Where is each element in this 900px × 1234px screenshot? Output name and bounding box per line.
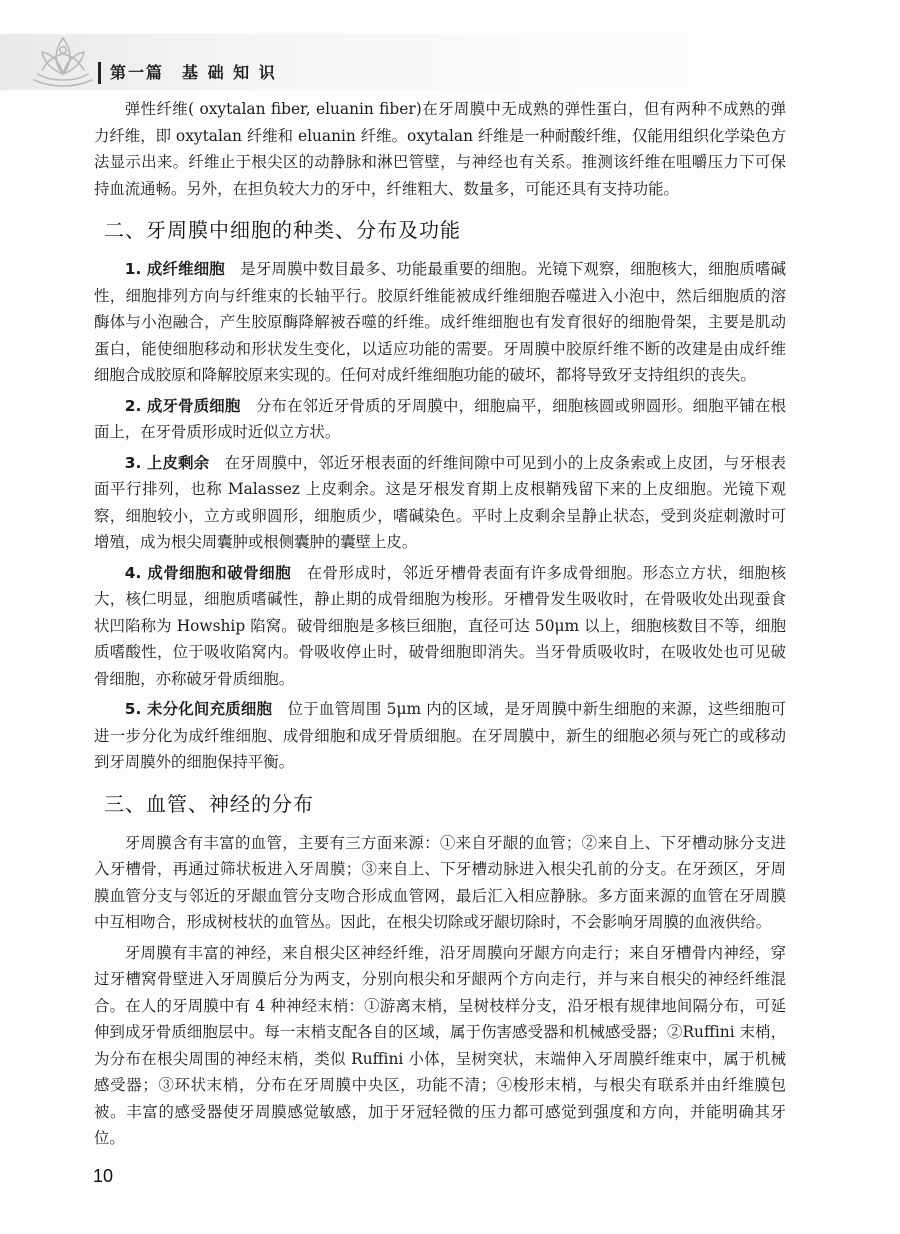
vessels-paragraph: 牙周膜含有丰富的血管，主要有三方面来源：①来自牙龈的血管；②来自上、下牙槽动脉分支进入牙槽骨，再通过筛状板进入牙周膜；③来自上、下牙槽动脉进入根尖孔前的分支。在牙颈区，牙周膜血管分支与邻近的牙龈血管分支吻合形成血管网，最后汇入相应静脉。多方面来源的血管在牙周膜中互相吻合，形成树枝状的血管丛。因此，在根尖切除或牙龈切除时，不会影响牙周膜的血液供给。: [94, 833, 786, 931]
cell-item-term: 3. 上皮剩余: [124, 453, 210, 472]
cell-item-term: 4. 成骨细胞和破骨细胞: [124, 563, 292, 582]
header-divider: [98, 62, 101, 84]
intro-paragraph: 弹性纤维( oxytalan fiber, eluanin fiber)在牙周膜中无成熟的弹性蛋白，但有两种不成熟的弹力纤维，即 oxytalan 纤维和 eluanin 纤维。oxytalan 纤维是一种耐酸纤维，仅能用组织化学染色方法显示出来。纤维止于根尖区的动静脉和淋巴管壁，与神经也有关系。推测该纤维在咀嚼压力下可保持血流通畅。另外，在担负较大力的牙中，纤维粗大、数量多，可能还具有支持功能。: [94, 100, 786, 198]
section-heading-cells: 二、牙周膜中细胞的种类、分布及功能: [104, 218, 461, 242]
cell-item-text: 在骨形成时，邻近牙槽骨表面有许多成骨细胞。形态立方状，细胞核大，核仁明显，细胞质嗜碱性，静止期的成骨细胞为梭形。牙槽骨发生吸收时，在骨吸收处出现蚕食状凹陷称为 Howship 陷窝。破骨细胞是多核巨细胞，直径可达 50μm 以上，细胞核数目不等，细胞质嗜酸性，位于吸收陷窝内。骨吸收停止时，破骨细胞即消失。当牙骨质吸收时，在吸收处也可见破骨细胞，亦称破牙骨质细胞。: [94, 563, 786, 688]
cell-item-cementoblast: [94, 393, 786, 446]
nerves-paragraph: 牙周膜有丰富的神经，来自根尖区神经纤维，沿牙周膜向牙龈方向走行；来自牙槽骨内神经，穿过牙槽窝骨壁进入牙周膜后分为两支，分别向根尖和牙龈两个方向走行，并与来自根尖的神经纤维混合。在人的牙周膜中有 4 种神经末梢：①游离末梢，呈树枝样分支，沿牙根有规律地间隔分布，可延伸到成牙骨质细胞层中。每一末梢支配各自的区域，属于伤害感受器和机械感受器；②Ruffini 末梢，为分布在根尖周围的神经末梢，类似 Ruffini 小体，呈树突状，末端伸入牙周膜纤维束中，属于机械感受器；③环状末梢，分布在牙周膜中央区，功能不清；④梭形末梢，与根尖有联系并由纤维膜包被。丰富的感受器使牙周膜感觉敏感，加于牙冠轻微的压力都可感觉到强度和方向，并能明确其牙位。: [94, 943, 786, 1147]
page-number: 10: [93, 1166, 114, 1186]
section-heading-vessels-nerves: 三、血管、神经的分布: [104, 791, 314, 816]
running-header-title: 第一篇 基 础 知 识: [110, 63, 277, 82]
cell-item-osteoblast-osteoclast: [94, 560, 786, 693]
cell-item-epithelial-rests: [94, 450, 786, 556]
cell-item-text: 位于血管周围 5μm 内的区域，是牙周膜中新生细胞的来源，这些细胞可进一步分化为成纤维细胞、成骨细胞和成牙骨质细胞。在牙周膜中，新生的细胞必须与死亡的或移动到牙周膜外的细胞保持平衡。: [94, 700, 786, 771]
cell-item-text: 在牙周膜中，邻近牙根表面的纤维间隙中可见到小的上皮条索或上皮团，与牙根表面平行排列，也称 Malassez 上皮剩余。这是牙根发育期上皮根鞘残留下来的上皮细胞。光镜下观察，细胞较小，立方或卵圆形，细胞质少，嗜碱染色。平时上皮剩余呈静止状态，受到炎症刺激时可增殖，成为根尖周囊肿或根侧囊肿的囊壁上皮。: [94, 453, 786, 551]
page-content: [94, 96, 786, 1152]
cell-item-text: 分布在邻近牙骨质的牙周膜中，细胞扁平，细胞核圆或卵圆形。细胞平铺在根面上，在牙骨质形成时近似立方状。: [94, 396, 786, 441]
cell-item-text: 是牙周膜中数目最多、功能最重要的细胞。光镜下观察，细胞核大，细胞质嗜碱性，细胞排列方向与纤维束的长轴平行。胶原纤维能被成纤维细胞吞噬进入小泡中，然后细胞质的溶酶体与小泡融合，产生胶原酶降解被吞噬的纤维。成纤维细胞也有发育很好的细胞骨架，主要是肌动蛋白，能使细胞移动和形状发生变化，以适应功能的需要。牙周膜中胶原纤维不断的改建是由成纤维细胞合成胶原和降解胶原来实现的。任何对成纤维细胞功能的破坏，都将导致牙支持组织的丧失。: [94, 260, 786, 384]
cell-item-term: 2. 成牙骨质细胞: [124, 396, 241, 415]
cell-item-mesenchymal: [94, 696, 786, 776]
lotus-logo-icon: [30, 30, 96, 90]
cell-item-fibroblast: [94, 256, 786, 389]
cell-item-term: 1. 成纤维细胞: [124, 260, 225, 278]
cell-item-term: 5. 未分化间充质细胞: [124, 700, 273, 718]
